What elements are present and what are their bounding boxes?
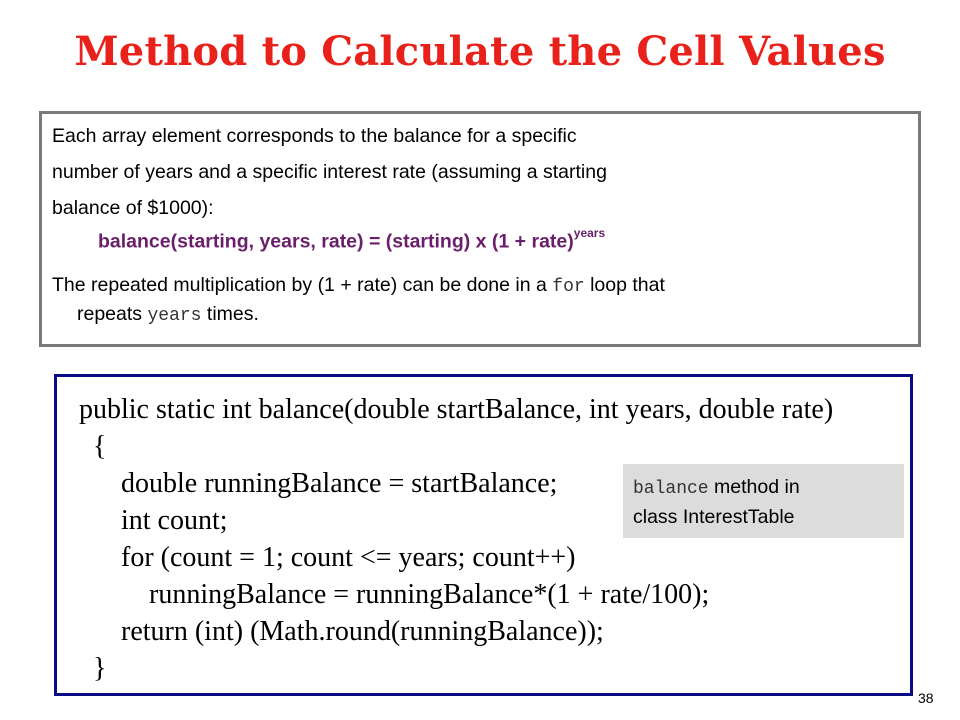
formula-exponent: years xyxy=(573,226,606,240)
code-line: } xyxy=(79,653,107,684)
description-line-2: number of years and a specific interest rate (assuming a starting xyxy=(52,161,607,183)
code-line: double runningBalance = startBalance; xyxy=(79,468,558,499)
years-variable: years xyxy=(147,306,202,326)
code-line: for (count = 1; count <= years; count++) xyxy=(79,542,576,573)
callout-method-name: balance xyxy=(633,479,709,499)
code-line: public static int balance(double startBalance, int years, double rate) xyxy=(79,394,834,425)
code-listing xyxy=(79,391,833,687)
code-line: int count; xyxy=(79,505,228,536)
code-line: return (int) (Math.round(runningBalance)); xyxy=(79,616,604,647)
description-line-1: Each array element corresponds to the balance for a specific xyxy=(52,125,577,147)
line-4-text-before: The repeated multiplication by (1 + rate) can be done in a xyxy=(52,274,553,296)
description-line-3: balance of $1000): xyxy=(52,197,214,219)
line-5-text-after: times. xyxy=(201,303,259,325)
description-line-5 xyxy=(77,303,259,327)
callout-line-1 xyxy=(633,473,894,503)
line-4-text-after: loop that xyxy=(584,274,665,296)
line-5-text-before: repeats xyxy=(77,303,148,325)
balance-formula xyxy=(98,226,606,254)
description-line-4 xyxy=(52,267,665,305)
for-keyword: for xyxy=(552,277,585,297)
callout-line-2: class InterestTable xyxy=(633,506,795,528)
page-number: 38 xyxy=(918,690,934,706)
formula-text: balance(starting, years, rate) = (starting) x (1 + rate) xyxy=(98,230,574,253)
method-callout xyxy=(623,464,904,538)
code-line: { xyxy=(79,431,107,462)
code-line: runningBalance = runningBalance*(1 + rate/100); xyxy=(79,579,710,610)
callout-text-1: method in xyxy=(708,476,800,498)
slide-title: Method to Calculate the Cell Values xyxy=(74,28,886,75)
description-box xyxy=(39,111,921,347)
